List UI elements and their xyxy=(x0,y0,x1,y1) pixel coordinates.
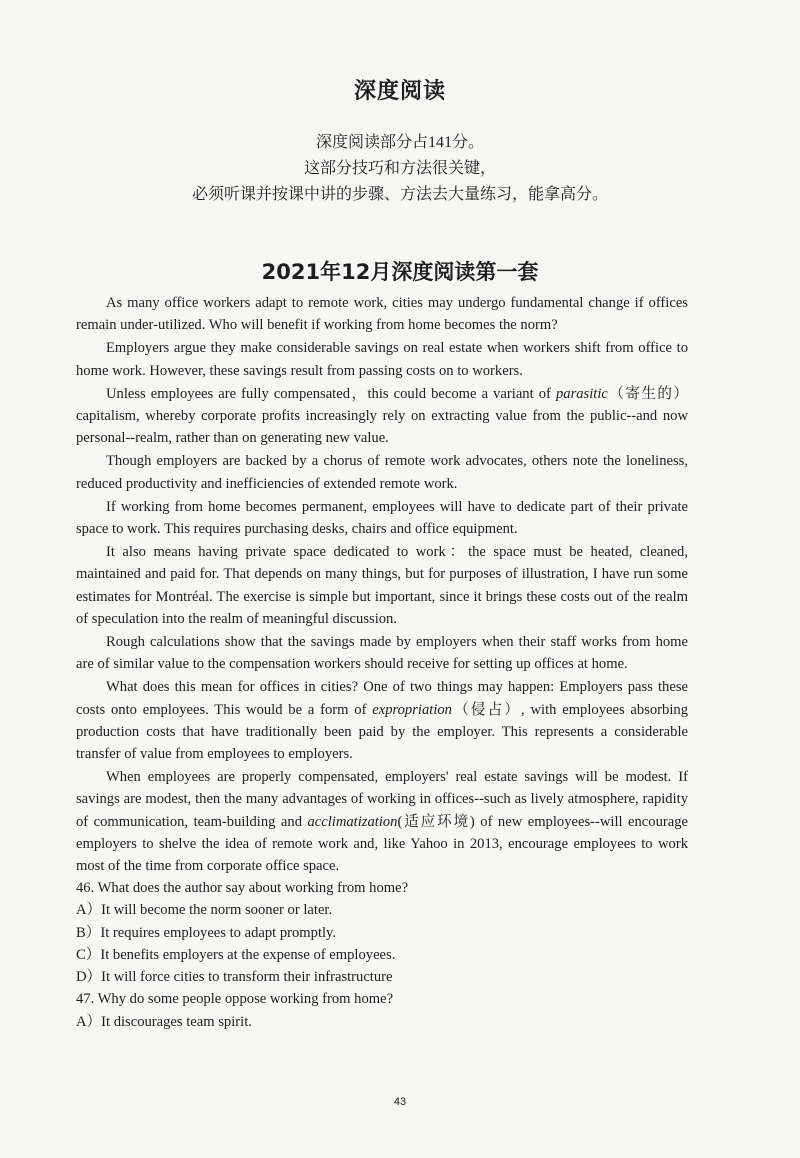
intro-line: 深度阅读部分占141分。 xyxy=(315,134,484,151)
paragraph-9-part-a: When employees are properly compensated, employers' real estate savings will be modest. If savings are modest, then the many advantages of working in offices--such as lively atmosphere, rapidity of communication, team-building and xyxy=(76,769,688,830)
paragraph-3 xyxy=(76,383,688,450)
section-title: 深度阅读 xyxy=(353,79,446,104)
paragraph-3-term: parasitic xyxy=(555,385,608,402)
page-number: 43 xyxy=(393,1096,407,1108)
question-46-option-a: A）It will become the norm sooner or later. xyxy=(76,902,333,919)
paragraph-9-part-b: (适应环境) of new employees--will encourage employers to shelve the idea of remote work and, like Yahoo in 2013, encourage employees to work most of the time from corporate office space. xyxy=(76,813,688,875)
paragraph-8-part-a: What does this mean for offices in cities? One of two things may happen: Employers pass these costs onto employees. This would be a form of xyxy=(76,679,688,718)
paragraph-7: Rough calculations show that the savings made by employers when their staff works from home are of similar value to the compensation workers should receive for setting up offices at home. xyxy=(76,634,688,673)
question-46-stem: 46. What does the author say about working from home? xyxy=(76,880,409,897)
question-46-option-b: B）It requires employees to adapt promptly. xyxy=(76,924,337,941)
paragraph-8-part-b: （侵占）, with employees absorbing production costs that have traditionally been paid by the employer. This represents a considerable transfer of value from employees to employers. xyxy=(76,701,688,763)
question-46-option-d: D）It will force cities to transform their infrastructure xyxy=(76,969,393,986)
paragraph-3-part-b: （寄生的）capitalism, whereby corporate profits increasingly rely on extracting value from the public--and now personal--realm, rather than on generating new value. xyxy=(76,385,688,447)
section-intro xyxy=(0,130,800,208)
paragraph-3-part-a: Unless employees are fully compensated，this could become a variant of xyxy=(106,385,556,402)
paragraph-9-term: acclimatization xyxy=(307,813,398,830)
paragraph-4: Though employers are backed by a chorus of remote work advocates, others note the loneliness, reduced productivity and inefficiencies of extended remote work. xyxy=(76,453,688,492)
paragraph-9 xyxy=(76,766,688,877)
paragraph-8-term: expropriation xyxy=(372,701,452,718)
intro-line: 必须听课并按课中讲的步骤、方法去大量练习，能拿高分。 xyxy=(191,186,608,203)
question-47-stem: 47. Why do some people oppose working from home? xyxy=(76,991,394,1008)
paragraph-2: Employers argue they make considerable savings on real estate when workers shift from office to home work. However, these savings result from passing costs on to workers. xyxy=(76,340,688,379)
intro-line: 这部分技巧和方法很关键， xyxy=(303,160,496,177)
paragraph-5: If working from home becomes permanent, employees will have to dedicate part of their private space to work. This requires purchasing desks, chairs and office equipment. xyxy=(76,498,688,538)
passage-title: 2021年12月深度阅读第一套 xyxy=(261,260,539,284)
question-47-option-a: A）It discourages team spirit. xyxy=(76,1013,252,1030)
passage-body xyxy=(76,292,688,1033)
paragraph-6: It also means having private space dedicated to work：the space must be heated, cleaned, maintained and paid for. That depends on many things, but for purposes of illustration, I have run some estimates for Montréal. The exercise is simple but important, since it brings these costs out of the realm of speculation into the realm of meaningful discussion. xyxy=(76,544,688,627)
question-46-option-c: C）It benefits employers at the expense of employees. xyxy=(76,946,396,963)
paragraph-8 xyxy=(76,676,688,765)
paragraph-1: As many office workers adapt to remote work, cities may undergo fundamental change if offices remain under-utilized. Who will benefit if working from home becomes the norm? xyxy=(76,295,688,334)
